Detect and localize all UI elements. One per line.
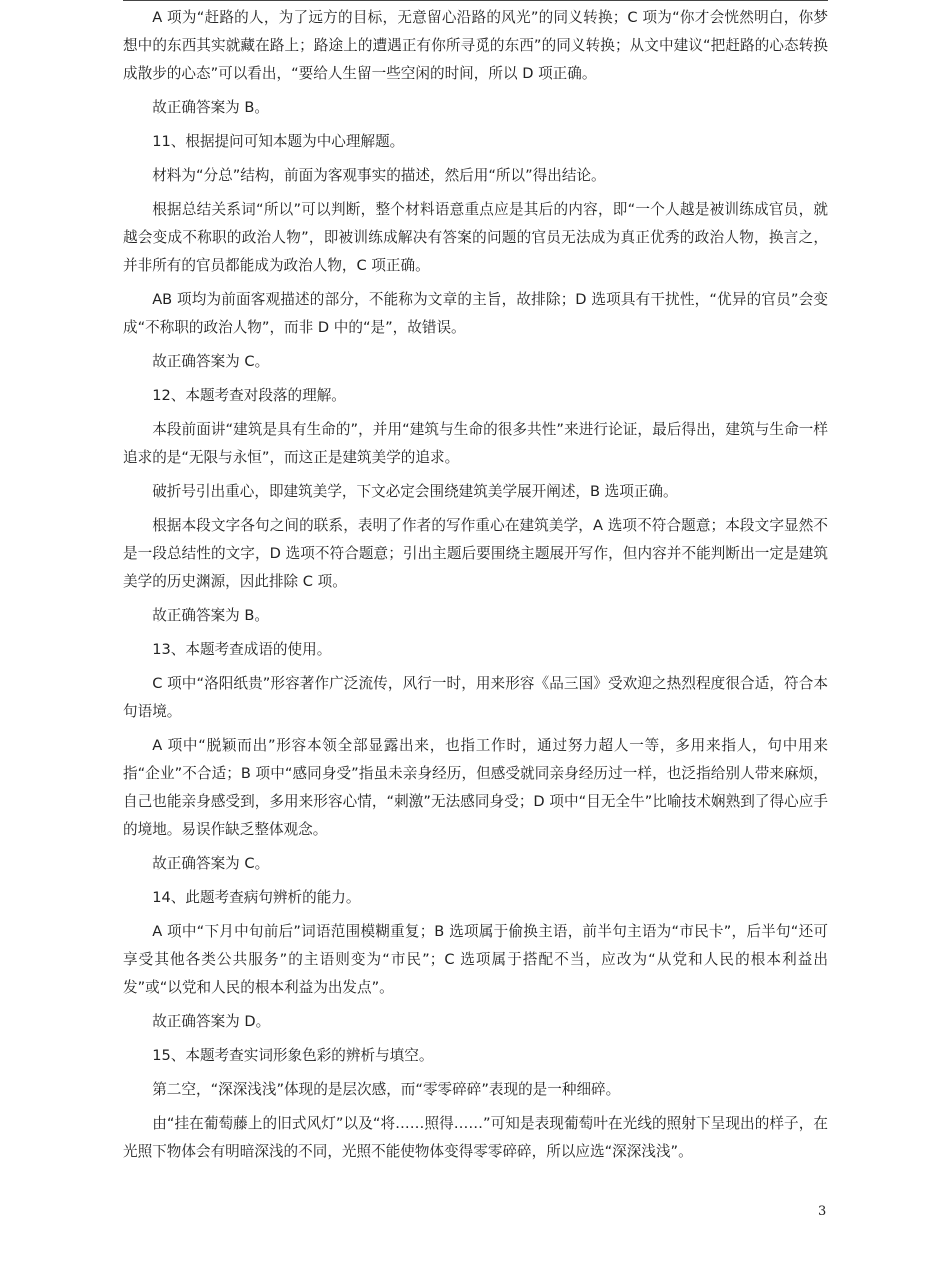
page-number: 3 — [818, 1204, 827, 1219]
paragraph: 根据总结关系词“所以”可以判断，整个材料语意重点应是其后的内容，即“一个人越是被训练成官员，就越会变成不称职的政治人物”，即被训练成解决有答案的问题的官员无法成为真正优秀的政治人物，换言之，并非所有的官员都能成为政治人物，C 项正确。 — [123, 201, 828, 274]
document-body — [123, 4, 828, 1172]
paragraph: A 项为“赶路的人，为了远方的目标，无意留心沿路的风光”的同义转换；C 项为“你才会恍然明白，你梦想中的东西其实就藏在路上；路途上的遭遇正有你所寻觅的东西”的同义转换；从文中建议“把赶路的心态转换成散步的心态”可以看出，“要给人生留一些空闲的时间，所以 D 项正确。 — [123, 9, 828, 82]
paragraph: A 项中“脱颖而出”形容本领全部显露出来，也指工作时，通过努力超人一等，多用来指人，句中用来指“企业”不合适；B 项中“感同身受”指虽未亲身经历，但感受就同亲身经历过一样，也泛指给别人带来麻烦，自己也能亲身感受到，多用来形容心情，“刺激”无法感同身受；D 项中“目无全牛”比喻技术娴熟到了得心应手的境地。易误作缺乏整体观念。 — [123, 737, 828, 838]
paragraph: A 项中“下月中旬前后”词语范围模糊重复；B 选项属于偷换主语，前半句主语为“市民卡”，后半句“还可享受其他各类公共服务”的主语则变为“市民”；C 选项属于搭配不当，应改为“从党和人民的根本利益出发”或“以党和人民的根本利益为出发点”。 — [123, 923, 828, 996]
paragraph: 根据本段文字各句之间的联系，表明了作者的写作重心在建筑美学，A 选项不符合题意；本段文字显然不是一段总结性的文字，D 选项不符合题意；引出主题后要围绕主题展开写作，但内容并不能判断出一定是建筑美学的历史渊源，因此排除 C 项。 — [123, 517, 828, 590]
paragraph: 故正确答案为 B。 — [152, 607, 269, 624]
question-heading: 11、根据提问可知本题为中心理解题。 — [152, 133, 405, 150]
question-heading: 13、本题考查成语的使用。 — [152, 641, 332, 658]
paragraph: 故正确答案为 B。 — [152, 99, 269, 116]
paragraph: 由“挂在葡萄藤上的旧式风灯”以及“将……照得……”可知是表现葡萄叶在光线的照射下呈现出的样子，在光照下物体会有明暗深浅的不同，光照不能使物体变得零零碎碎，所以应选“深深浅浅”。 — [123, 1115, 828, 1160]
paragraph: 第二空，“深深浅浅”体现的是层次感，而“零零碎碎”表现的是一种细碎。 — [152, 1081, 621, 1098]
paragraph: C 项中“洛阳纸贵”形容著作广泛流传，风行一时，用来形容《品三国》受欢迎之热烈程度很合适，符合本句语境。 — [123, 675, 828, 720]
paragraph: 破折号引出重心，即建筑美学，下文必定会围绕建筑美学展开阐述，B 选项正确。 — [152, 483, 678, 500]
paragraph: AB 项均为前面客观描述的部分，不能称为文章的主旨，故排除；D 选项具有干扰性，“优异的官员”会变成“不称职的政治人物”，而非 D 中的“是”，故错误。 — [123, 291, 828, 336]
paragraph: 故正确答案为 C。 — [152, 353, 270, 370]
paragraph: 本段前面讲“建筑是具有生命的”，并用“建筑与生命的很多共性”来进行论证，最后得出，建筑与生命一样追求的是“无限与永恒”，而这正是建筑美学的追求。 — [123, 421, 828, 466]
paragraph: 故正确答案为 C。 — [152, 855, 270, 872]
paragraph: 故正确答案为 D。 — [152, 1013, 271, 1030]
question-heading: 12、本题考查对段落的理解。 — [152, 387, 346, 404]
paragraph: 材料为“分总”结构，前面为客观事实的描述，然后用“所以”得出结论。 — [152, 167, 606, 184]
question-heading: 14、此题考查病句辨析的能力。 — [152, 889, 361, 906]
header-rule — [123, 0, 828, 1]
question-heading: 15、本题考查实词形象色彩的辨析与填空。 — [152, 1047, 434, 1064]
